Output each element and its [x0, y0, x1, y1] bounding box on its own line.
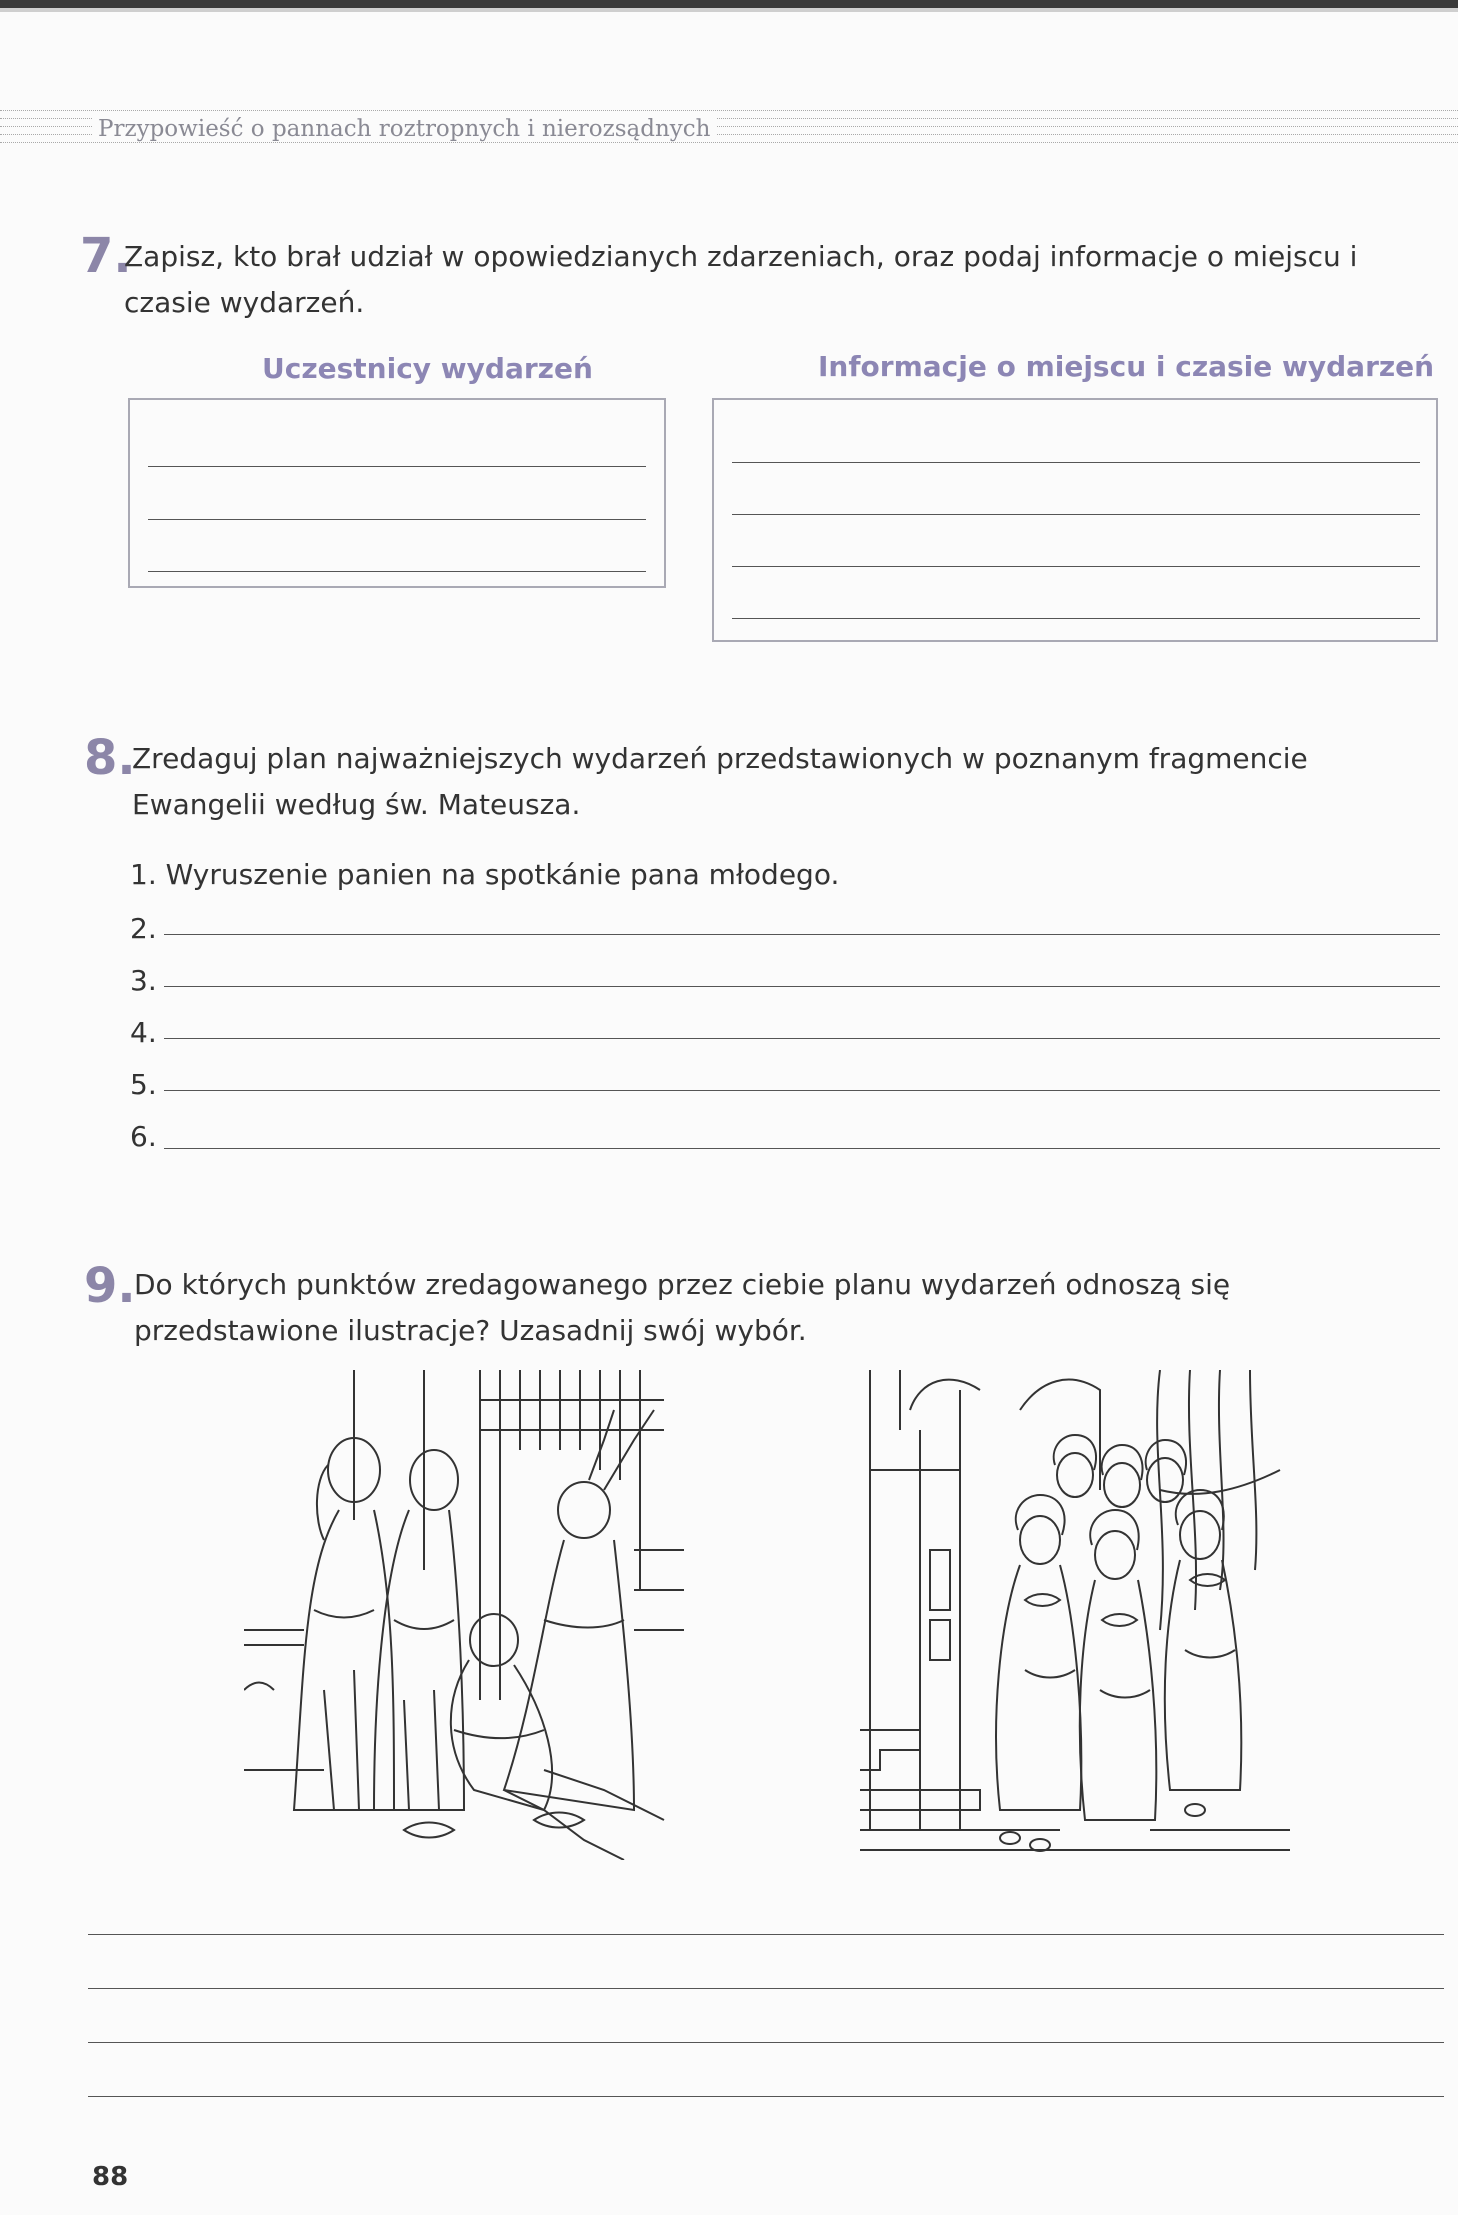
place-time-heading: Informacje o miejscu i czasie wydarzeń	[818, 350, 1435, 383]
plan-item-5-line[interactable]	[164, 1090, 1440, 1091]
plan-item-3-line[interactable]	[164, 986, 1440, 987]
scan-top-edge	[0, 0, 1458, 8]
page-number: 88	[92, 2162, 129, 2192]
task-9-instruction: Do których punktów zredagowanego przez ciebie planu wydarzeń odnoszą się przedstawione ilustracje? Uzasadnij swój wybór.	[134, 1268, 1231, 1347]
plan-item-6-label: 6.	[130, 1120, 157, 1153]
plan-item-4-line[interactable]	[164, 1038, 1440, 1039]
illustration-wise-virgins	[860, 1370, 1290, 1860]
plan-item-2-line[interactable]	[164, 934, 1440, 935]
plan-item-4-label: 4.	[130, 1016, 157, 1049]
task-7-instruction: Zapisz, kto brał udział w opowiedzianych zdarzeniach, oraz podaj informacje o miejscu i czasie wydarzeń.	[124, 240, 1358, 319]
answer-line-4[interactable]	[88, 2096, 1444, 2097]
running-header-title: Przypowieść o pannach roztropnych i nierozsądnych	[92, 116, 716, 142]
plan-item-3-label: 3.	[130, 964, 157, 997]
illustration-foolish-virgins	[244, 1370, 684, 1860]
plan-item-5-label: 5.	[130, 1068, 157, 1101]
participants-answer-box[interactable]	[128, 398, 666, 588]
place-time-answer-box[interactable]	[712, 398, 1438, 642]
task-8-instruction: Zredaguj plan najważniejszych wydarzeń przedstawionych w poznanym fragmencie Ewangelii według św. Mateusza.	[132, 742, 1308, 821]
plan-item-1: 1. Wyruszenie panien na spotkánie pana młodego.	[130, 858, 840, 891]
participants-heading: Uczestnicy wydarzeń	[262, 352, 593, 385]
task-9-number: 9.	[84, 1258, 136, 1314]
scan-top-shade	[0, 8, 1458, 12]
plan-item-6-line[interactable]	[164, 1148, 1440, 1149]
answer-line-3[interactable]	[88, 2042, 1444, 2043]
task-7-number: 7.	[80, 228, 132, 284]
answer-line-1[interactable]	[88, 1934, 1444, 1935]
answer-line-2[interactable]	[88, 1988, 1444, 1989]
plan-item-2-label: 2.	[130, 912, 157, 945]
task-8-number: 8.	[84, 730, 136, 786]
